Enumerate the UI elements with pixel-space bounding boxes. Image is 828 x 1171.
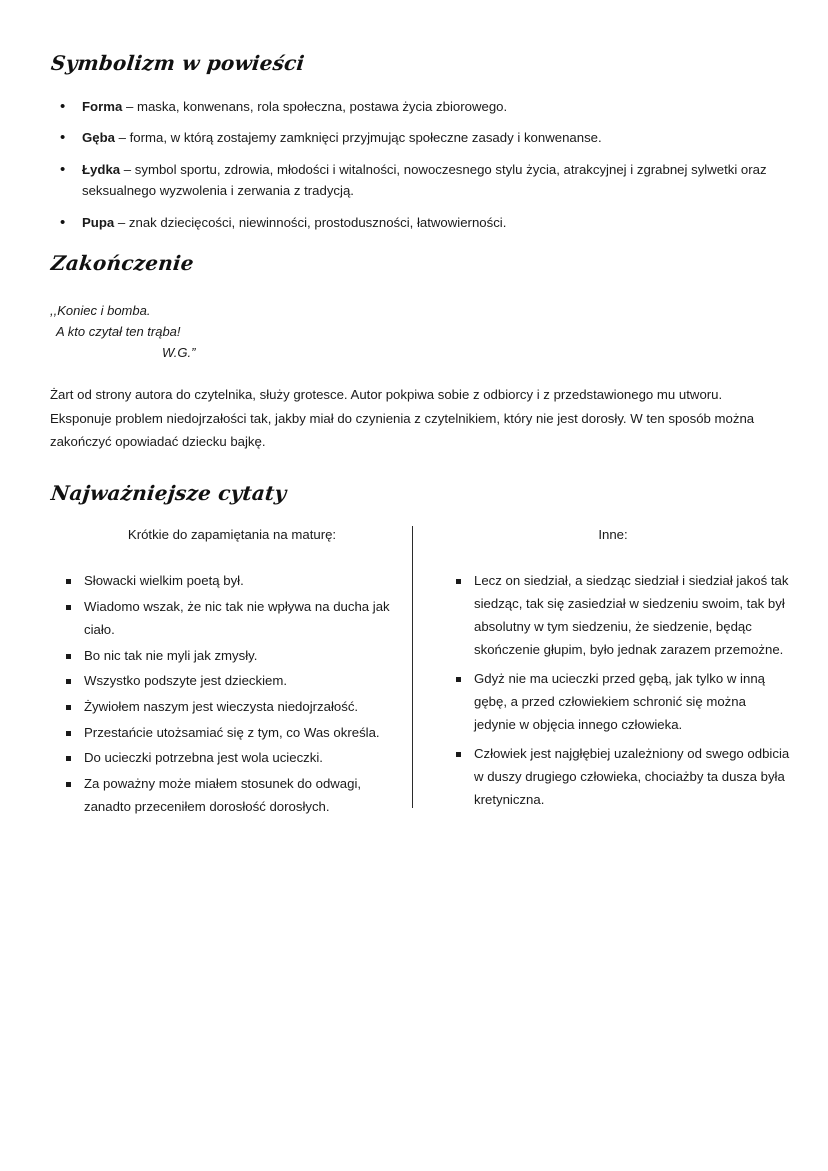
term-label: Łydka [82,161,121,177]
term-label: Pupa [82,214,115,230]
quotes-list-right [440,570,790,811]
term-definition: – forma, w którą zostajemy zamknięci przyjmując społeczne zasady i konwenanse. [114,130,602,146]
quote-attribution: W.G.” [162,345,196,361]
section-heading-symbolizm: Symbolizm w powieści [49,51,306,75]
quotes-two-column-layout [50,526,790,822]
list-item: Człowiek jest najgłębiej uzależniony od swego odbicia w duszy drugiego człowieka, chociażby ta dusza była kretyniczna. [440,743,790,811]
term-definition: – maska, konwenans, rola społeczna, postawa życia zbiorowego. [122,99,508,114]
zakonczenie-paragraph: Żart od strony autora do czytelnika, służy grotesce. Autor pokpiwa sobie z odbiorcy i z przedstawionego mu utworu. Eksponuje problem niedojrzałości tak, jakby miał do czynienia z czytelnikiem, który nie jest dorosły. W ten sposób można zakończyć opowiadać dziecku bajkę. [50,387,755,450]
term-definition: – symbol sportu, zdrowia, młodości i witalności, nowoczesnego stylu życia, atrakcyjnej i zgrabnej sylwetki oraz seksualnego wyzwolenia i zerwania z tradycją. [82,161,767,199]
term-label: Gęba [82,130,115,146]
list-item: Za poważny może miałem stosunek do odwagi, zanadto przeceniłem dorosłość dorosłych. [50,773,398,818]
term-definition: – znak dziecięcości, niewinności, prostoduszności, łatwowierności. [114,214,507,230]
list-item [50,159,780,202]
list-item: Gdyż nie ma ucieczki przed gębą, jak tylko w inną gębę, a przed człowiekiem schronić się można jedynie w objęcia innego człowieka. [440,668,790,736]
term-label: Forma [82,99,123,114]
column-header-right: Inne: [598,527,628,542]
quotes-list-left [50,570,398,818]
list-item: Wszystko podszyte jest dzieckiem. [50,670,398,693]
section-zakonczenie [50,252,780,467]
section-heading-zakonczenie: Zakończenie [49,251,196,275]
symbolizm-list [50,96,780,233]
column-divider [412,526,413,808]
list-item [50,127,780,148]
section-symbolizm [50,52,780,243]
list-item: Bo nic tak nie myli jak zmysły. [50,645,398,668]
list-item: Do ucieczki potrzebna jest wola ucieczki. [50,747,398,770]
quote-line-1: ,,Koniec i bomba. [50,303,151,318]
section-cytaty [50,482,790,822]
list-item: Słowacki wielkim poetą był. [50,570,398,593]
quotes-column-right [412,526,790,819]
column-header-left: Krótkie do zapamiętania na maturę: [127,527,337,542]
closing-quote [50,300,780,363]
list-item: Żywiołem naszym jest wieczysta niedojrzałość. [50,696,398,719]
list-item [50,96,780,117]
list-item: Lecz on siedział, a siedząc siedział i siedział jakoś tak siedząc, tak się zasiedział w siedzeniu swoim, tak był absolutny w tym siedzeniu, że siedzenie, będąc skończenie głupim, było jednak zarazem przemożne. [440,570,790,661]
section-heading-cytaty: Najważniejsze cytaty [49,481,288,505]
quote-line-2: A kto czytał ten trąba! [56,324,181,340]
quotes-column-left [50,526,412,822]
list-item: Wiadomo wszak, że nic tak nie wpływa na ducha jak ciało. [50,596,398,641]
list-item [50,212,780,233]
list-item: Przestańcie utożsamiać się z tym, co Was określa. [50,722,398,745]
